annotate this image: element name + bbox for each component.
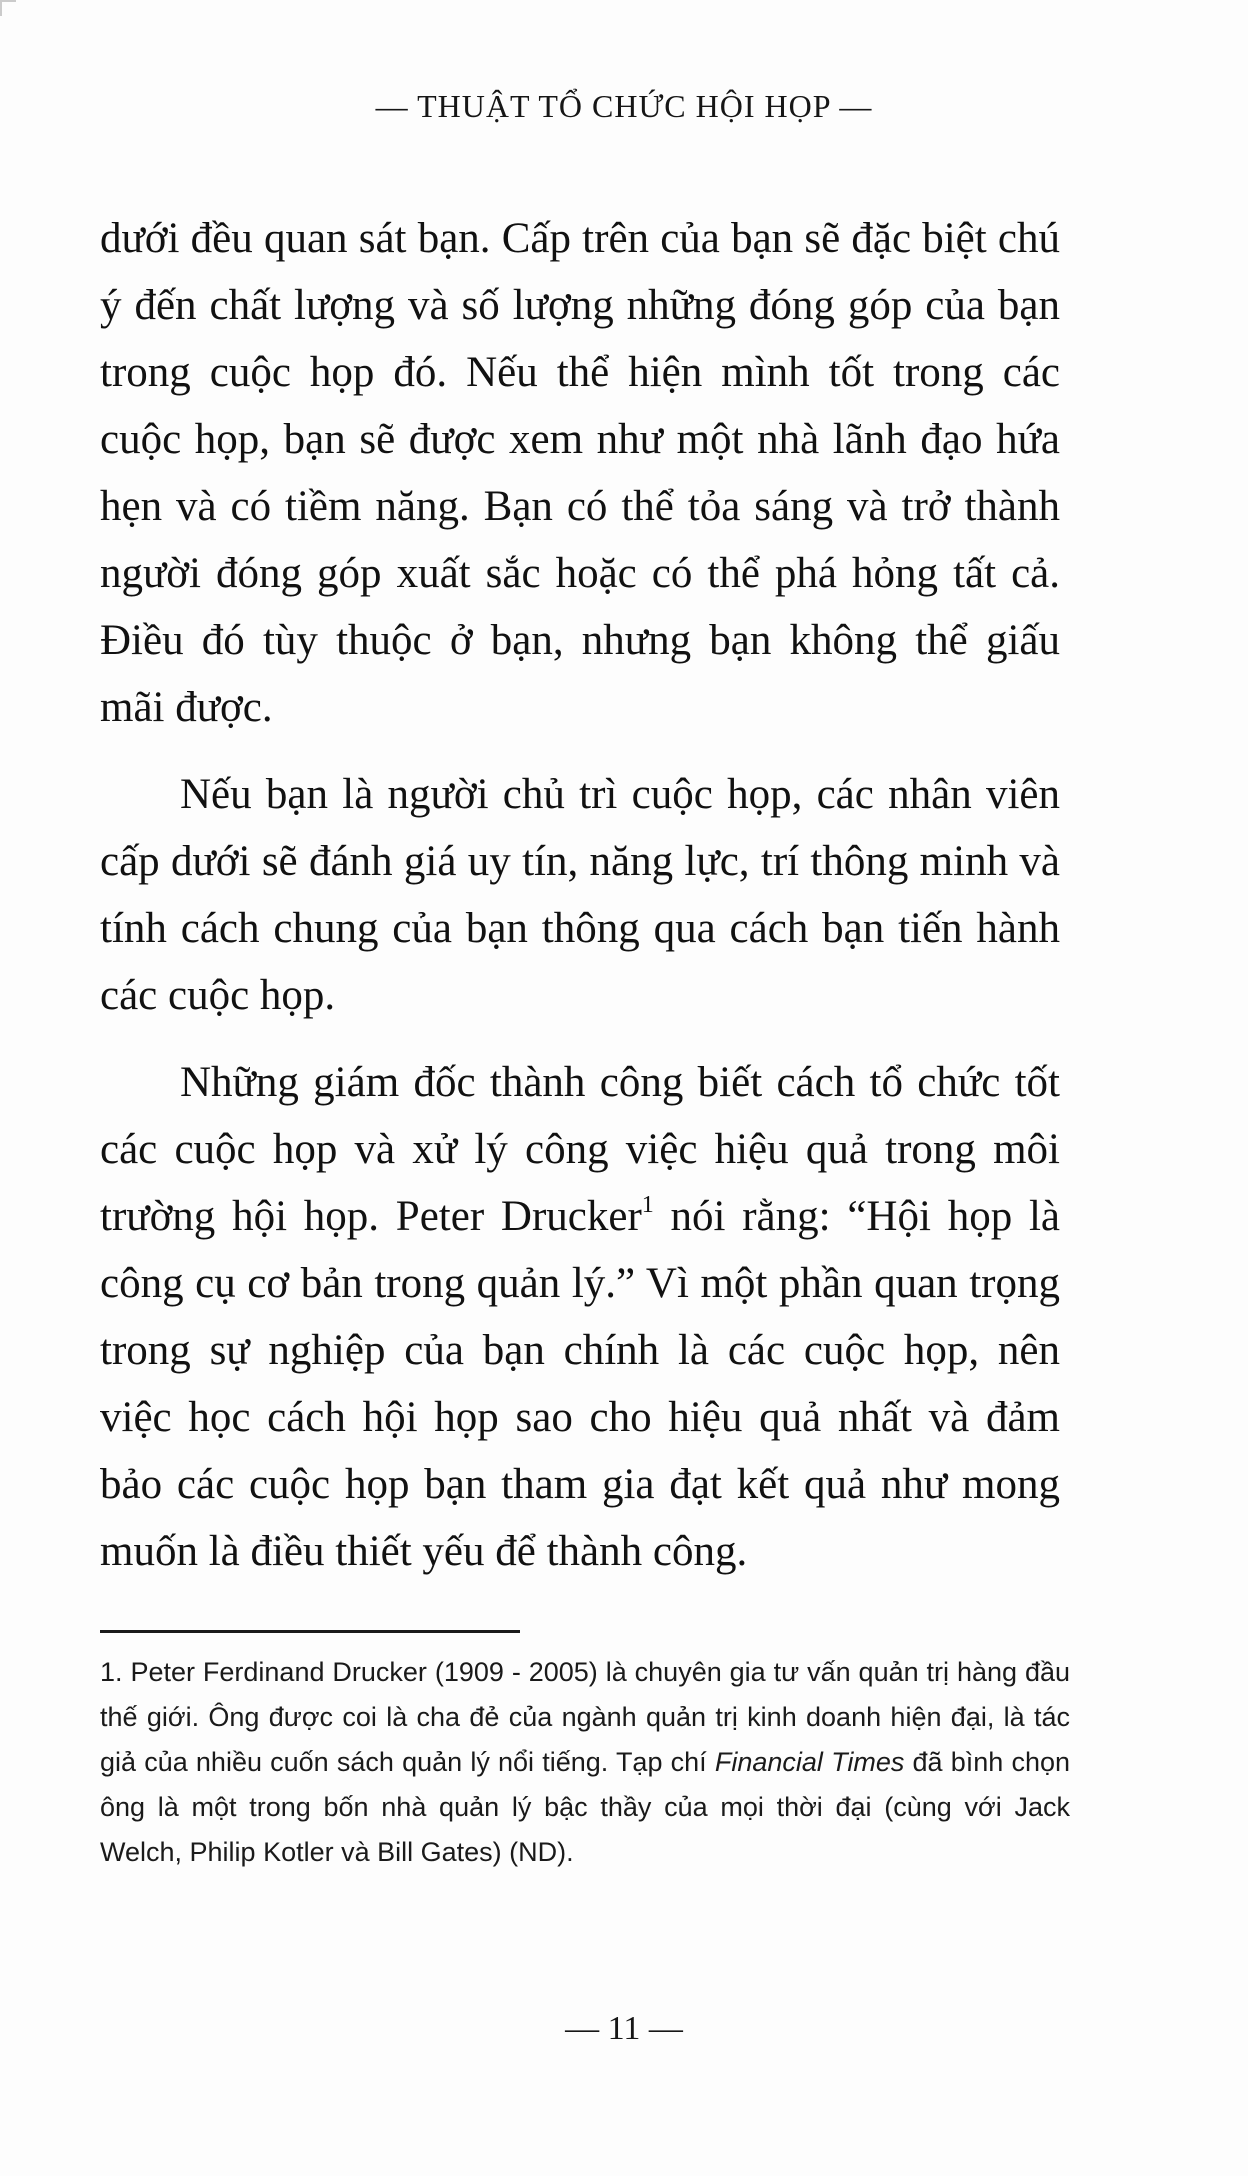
body-text: [100, 205, 1060, 1605]
page-number: — 11 —: [565, 2010, 683, 2047]
paragraph-3-text-end: nói rằng: “Hội họp là công cụ cơ bản trong quản lý.” Vì một phần quan trọng trong sự nghiệp của bạn chính là các cuộc họp, nên việc học cách hội họp sao cho hiệu quả nhất và đảm bảo các cuộc họp bạn tham gia đạt kết quả như mong muốn là điều thiết yếu để thành công.: [100, 1193, 1060, 1575]
footnote-reference-marker: 1: [641, 1192, 654, 1218]
footnote-text-end: đã bình chọn ông là một trong bốn nhà quản lý bậc thầy của mọi thời đại (cùng với Jack Welch, Philip Kotler và Bill Gates) (ND).: [100, 1747, 1071, 1867]
footnote-text-start: 1. Peter Ferdinand Drucker (1909 - 2005) là chuyên gia tư vấn quản trị hàng đầu thế giới. Ông được coi là cha đẻ của ngành quản trị kinh doanh hiện đại, là tác giả của nhiều cuốn sách quản lý nổi tiếng. Tạp chí: [100, 1657, 1070, 1777]
footnote-divider: [100, 1630, 520, 1633]
running-header: — THUẬT TỔ CHỨC HỘI HỌP —: [375, 88, 873, 124]
paragraph-1: dưới đều quan sát bạn. Cấp trên của bạn sẽ đặc biệt chú ý đến chất lượng và số lượng những đóng góp của bạn trong cuộc họp đó. Nếu thể hiện mình tốt trong các cuộc họp, bạn sẽ được xem như một nhà lãnh đạo hứa hẹn và có tiềm năng. Bạn có thể tỏa sáng và trở thành người đóng góp xuất sắc hoặc có thể phá hỏng tất cả. Điều đó tùy thuộc ở bạn, nhưng bạn không thể giấu mãi được.: [100, 215, 1060, 731]
page-corner-mark: [0, 0, 16, 16]
paragraph-3: [100, 1049, 1060, 1585]
paragraph-3-text-start: Những giám đốc thành công biết cách tổ chức tốt các cuộc họp và xử lý công việc hiệu quả trong môi trường hội họp. Peter Drucker: [100, 1059, 1060, 1240]
footnote: [100, 1650, 1070, 1875]
footnote-publication-title: Financial Times: [714, 1747, 905, 1777]
paragraph-2: Nếu bạn là người chủ trì cuộc họp, các nhân viên cấp dưới sẽ đánh giá uy tín, năng lực, trí thông minh và tính cách chung của bạn thông qua cách bạn tiến hành các cuộc họp.: [100, 771, 1060, 1019]
